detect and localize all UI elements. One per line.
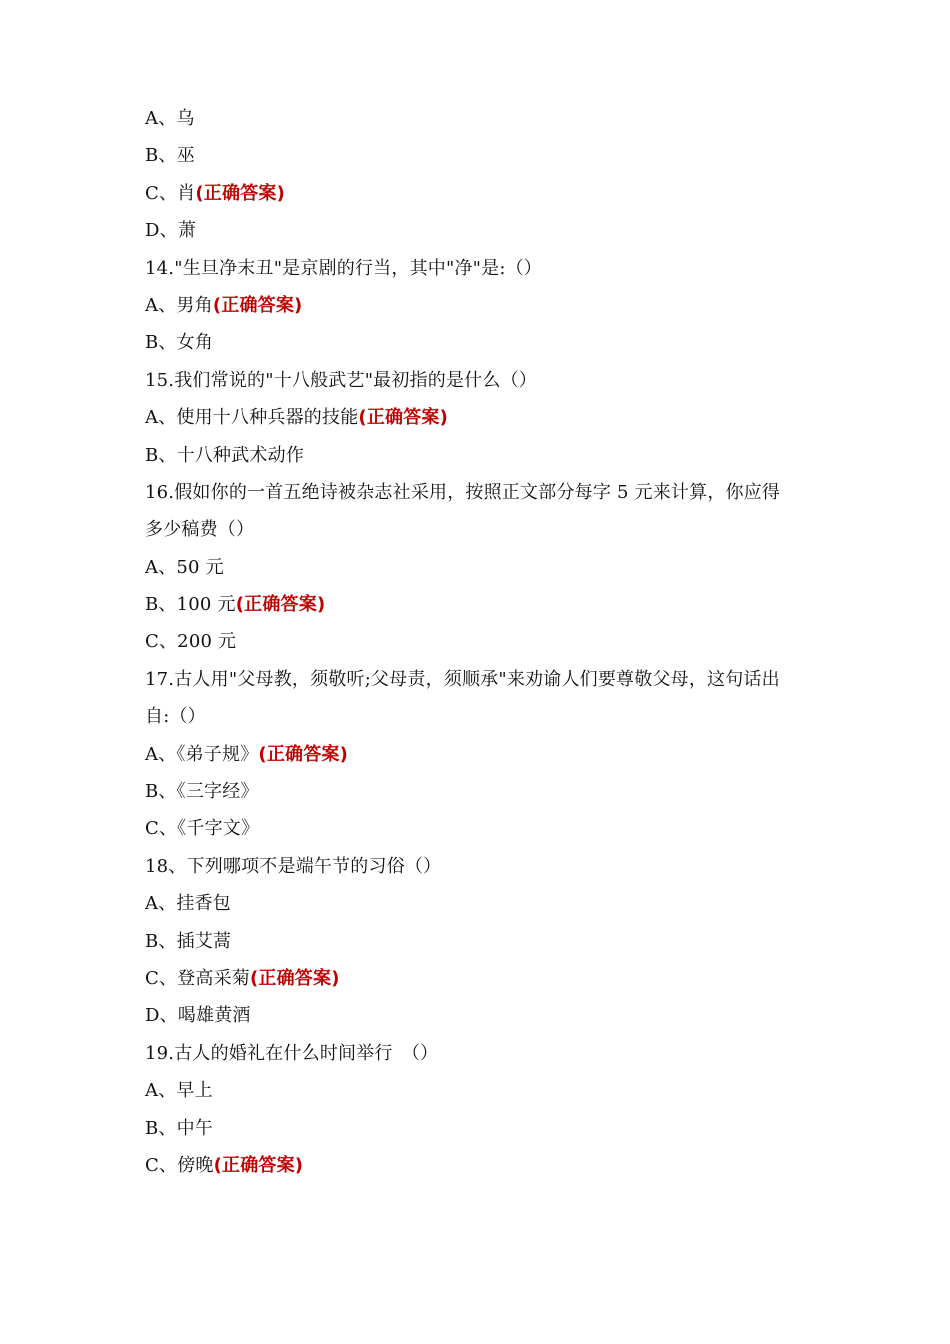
line-text: B、100 元 bbox=[145, 594, 236, 616]
text-line bbox=[145, 885, 810, 922]
line-text: B、中午 bbox=[145, 1117, 214, 1139]
line-text: C、傍晚 bbox=[145, 1154, 214, 1176]
correct-answer-mark: (正确答案) bbox=[258, 743, 349, 765]
correct-answer-mark: (正确答案) bbox=[195, 182, 286, 204]
text-line bbox=[145, 250, 810, 287]
question-list bbox=[145, 100, 810, 1184]
line-text: 自:（） bbox=[145, 706, 206, 728]
text-line bbox=[145, 212, 810, 249]
text-line bbox=[145, 960, 810, 997]
text-line bbox=[145, 287, 810, 324]
text-line bbox=[145, 848, 810, 885]
text-line bbox=[145, 773, 810, 810]
text-line bbox=[145, 661, 810, 698]
text-line bbox=[145, 137, 810, 174]
text-line bbox=[145, 399, 810, 436]
line-text: B、插艾蒿 bbox=[145, 930, 232, 952]
correct-answer-mark: (正确答案) bbox=[213, 1154, 304, 1176]
text-line bbox=[145, 586, 810, 623]
line-text: A、乌 bbox=[145, 108, 195, 129]
line-text: A、《弟子规》 bbox=[145, 743, 259, 765]
correct-answer-mark: (正确答案) bbox=[212, 294, 303, 316]
text-line bbox=[145, 324, 810, 361]
line-text: 16.假如你的一首五绝诗被杂志社采用，按照正文部分每字 5 元来计算，你应得 bbox=[145, 481, 781, 503]
text-line bbox=[145, 1147, 810, 1184]
line-text: D、萧 bbox=[145, 220, 197, 242]
line-text: B、十八种武术动作 bbox=[145, 444, 305, 466]
text-line bbox=[145, 474, 810, 511]
text-line bbox=[145, 437, 810, 474]
text-line bbox=[145, 362, 810, 399]
line-text: A、早上 bbox=[145, 1080, 213, 1102]
line-text: B、《三字经》 bbox=[145, 781, 259, 803]
line-text: 15.我们常说的"十八般武艺"最初指的是什么（） bbox=[145, 369, 537, 391]
text-line bbox=[145, 511, 810, 548]
correct-answer-mark: (正确答案) bbox=[249, 967, 340, 989]
line-text: A、50 元 bbox=[145, 556, 224, 578]
text-line bbox=[145, 549, 810, 586]
text-line bbox=[145, 736, 810, 773]
text-line bbox=[145, 810, 810, 847]
text-line bbox=[145, 923, 810, 960]
line-text: C、《千字文》 bbox=[145, 818, 260, 840]
text-line bbox=[145, 623, 810, 660]
line-text: D、喝雄黄酒 bbox=[145, 1005, 251, 1027]
line-text: A、使用十八种兵器的技能 bbox=[145, 407, 359, 429]
text-line bbox=[145, 1072, 810, 1109]
text-line bbox=[145, 997, 810, 1034]
line-text: 19.古人的婚礼在什么时间举行 （） bbox=[145, 1042, 439, 1064]
line-text: B、巫 bbox=[145, 145, 195, 167]
line-text: A、挂香包 bbox=[145, 893, 231, 915]
text-line bbox=[145, 175, 810, 212]
correct-answer-mark: (正确答案) bbox=[235, 594, 326, 616]
line-text: B、女角 bbox=[145, 332, 214, 354]
text-line bbox=[145, 698, 810, 735]
text-line bbox=[145, 1110, 810, 1147]
text-line bbox=[145, 100, 810, 137]
line-text: 多少稿费（） bbox=[145, 519, 255, 541]
correct-answer-mark: (正确答案) bbox=[358, 407, 449, 429]
line-text: C、登高采菊 bbox=[145, 967, 250, 989]
line-text: 18、下列哪项不是端午节的习俗（） bbox=[145, 855, 442, 877]
line-text: A、男角 bbox=[145, 294, 213, 316]
line-text: C、肖 bbox=[145, 182, 196, 204]
text-line bbox=[145, 1035, 810, 1072]
line-text: 14."生旦净末丑"是京剧的行当，其中"净"是:（） bbox=[145, 257, 543, 279]
line-text: C、200 元 bbox=[145, 631, 237, 653]
line-text: 17.古人用"父母教，须敬听;父母责，须顺承"来劝谕人们要尊敬父母，这句话出 bbox=[145, 668, 780, 690]
